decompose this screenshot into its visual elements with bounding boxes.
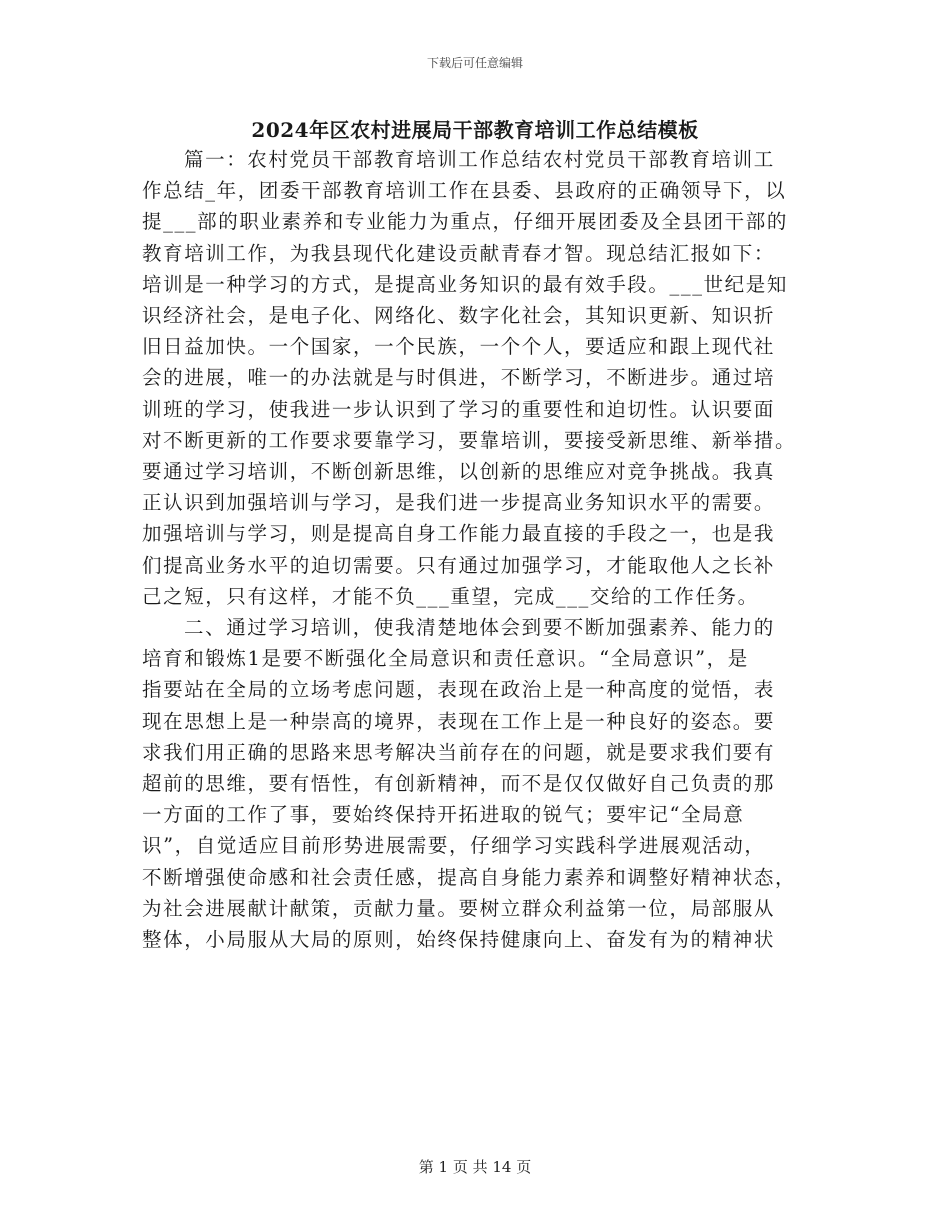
body-line: 整体，小局服从大局的原则，始终保持健康向上、奋发有为的精神状 [142, 928, 776, 952]
body-line: 训班的学习，使我进一步认识到了学习的重要性和迫切性。认识要面 [142, 397, 776, 421]
body-line: 对不断更新的工作要求要靠学习，要靠培训，要接受新思维、新举措。 [142, 428, 797, 452]
body-line: 正认识到加强培训与学习，是我们进一步提高业务知识水平的需要。 [142, 491, 776, 515]
document-title: 2024年区农村进展局干部教育培训工作总结模板 [251, 118, 699, 142]
body-line: 一方面的工作了事，要始终保持开拓进取的锐气；要牢记“全局意 [142, 803, 745, 827]
page-number: 第 1 页 共 14 页 [418, 1158, 532, 1176]
body-line: 加强培训与学习，则是提高自身工作能力最直接的手段之一，也是我 [142, 522, 776, 546]
body-line: 识经济社会，是电子化、网络化、数字化社会，其知识更新、知识折 [142, 304, 776, 328]
body-line: 指要站在全局的立场考虑问题，表现在政治上是一种高度的觉悟，表 [142, 678, 776, 702]
body-line: 提___部的职业素养和专业能力为重点，仔细开展团委及全县团干部的 [142, 210, 788, 234]
body-line: 识”，自觉适应目前形势进展需要，仔细学习实践科学进展观活动， [142, 834, 766, 858]
body-line: 超前的思维，要有悟性，有创新精神，而不是仅仅做好自己负责的那 [142, 772, 776, 796]
body-line: 培训是一种学习的方式，是提高业务知识的最有效手段。___世纪是知 [142, 272, 788, 296]
body-line: 要通过学习培训，不断创新思维，以创新的思维应对竞争挑战。我真 [142, 460, 776, 484]
header-note: 下载后可任意编辑 [426, 56, 523, 70]
body-line: 篇一：农村党员干部教育培训工作总结农村党员干部教育培训工 [184, 148, 775, 171]
body-line: 为社会进展献计献策，贡献力量。要树立群众利益第一位，局部服从 [142, 896, 776, 920]
body-line: 会的进展，唯一的办法就是与时俱进，不断学习，不断进步。通过培 [142, 366, 776, 390]
body-line: 们提高业务水平的迫切需要。只有通过加强学习，才能取他人之长补 [142, 553, 776, 577]
body-line: 作总结_年，团委干部教育培训工作在县委、县政府的正确领导下，以 [142, 179, 787, 203]
body-line: 己之短，只有这样，才能不负___重望，完成___交给的工作任务。 [142, 584, 759, 608]
body-line: 教育培训工作，为我县现代化建设贡献青春才智。现总结汇报如下： [142, 241, 776, 265]
body-line: 求我们用正确的思路来思考解决当前存在的问题，就是要求我们要有 [142, 740, 776, 764]
body-line: 旧日益加快。一个国家，一个民族，一个个人，要适应和跟上现代社 [142, 335, 776, 359]
body-line: 二、通过学习培训，使我清楚地体会到要不断加强素养、能力的 [184, 616, 775, 640]
document-body [142, 144, 808, 955]
body-line: 现在思想上是一种崇高的境界，表现在工作上是一种良好的姿态。要 [142, 709, 776, 733]
body-line: 不断增强使命感和社会责任感，提高自身能力素养和调整好精神状态， [142, 865, 797, 889]
body-line: 培育和锻炼1是要不断强化全局意识和责任意识。“全局意识”，是 [142, 647, 749, 671]
